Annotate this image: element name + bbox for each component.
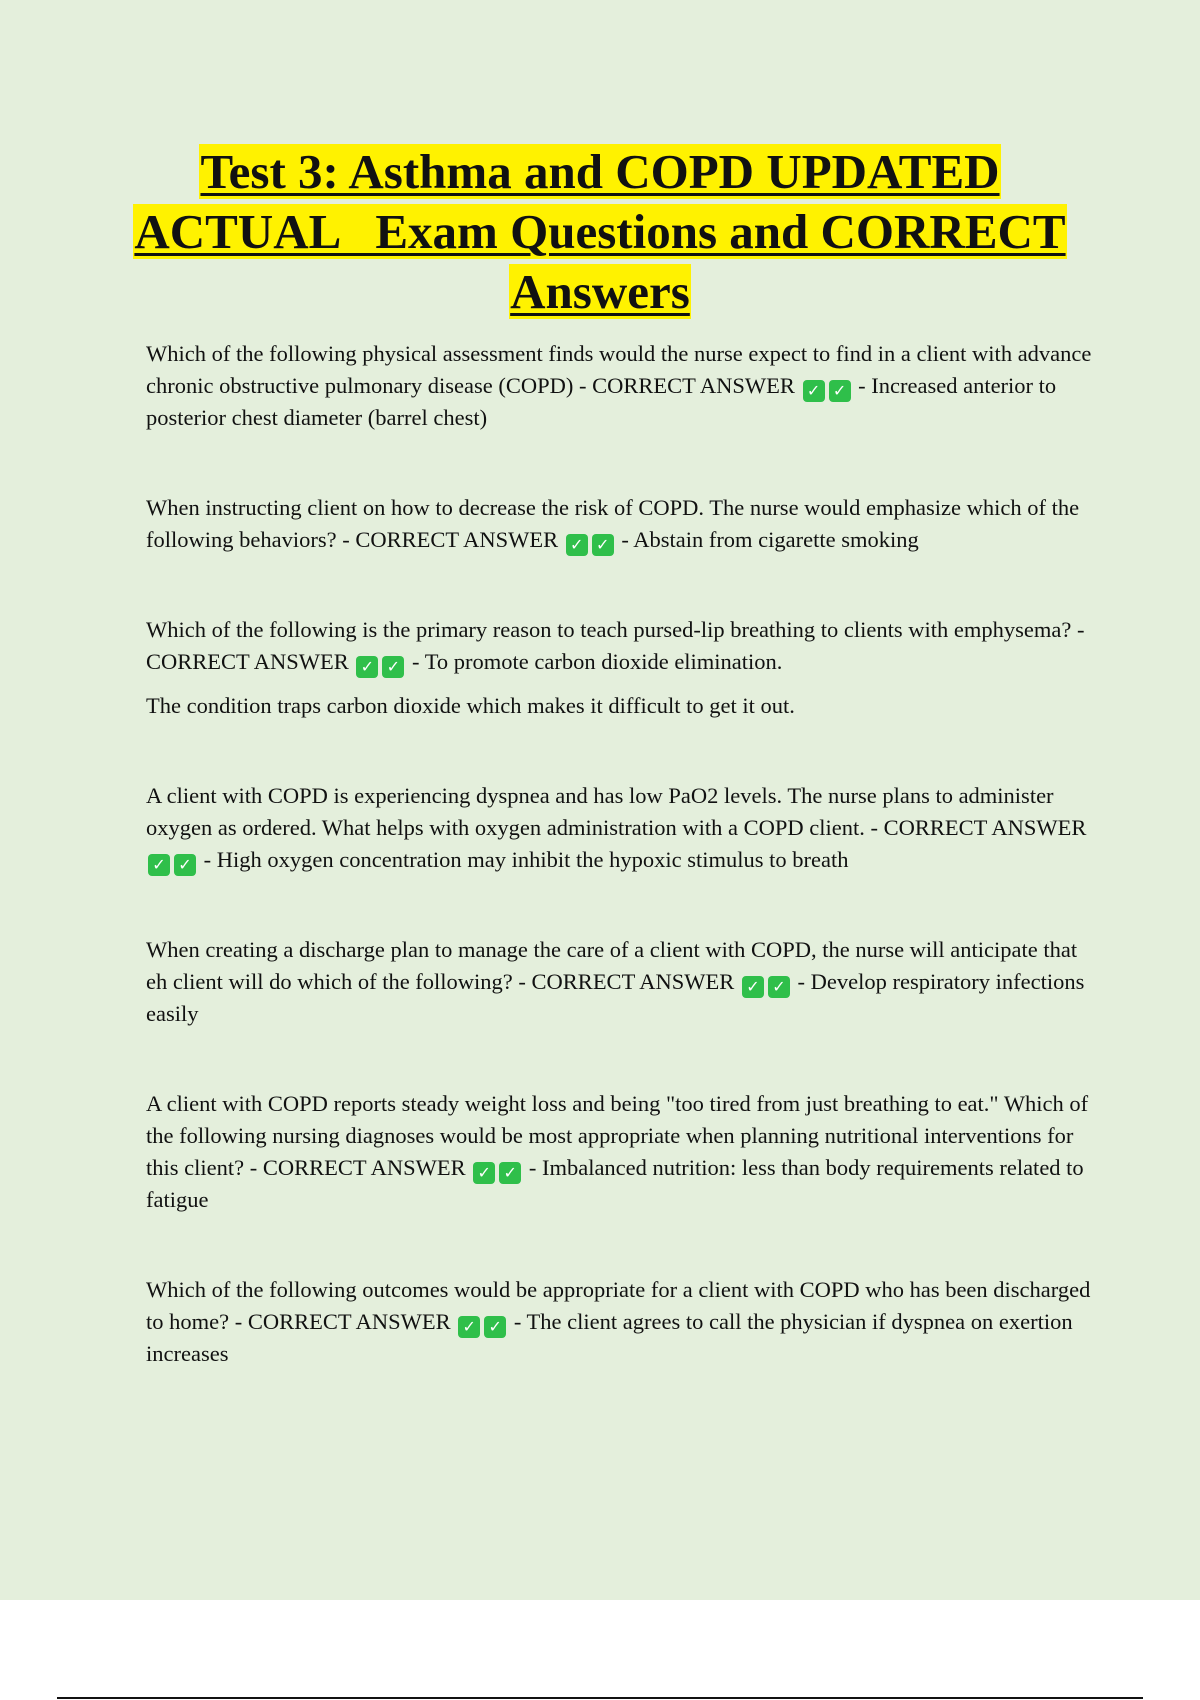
check-icon: ✓ (458, 1316, 480, 1338)
qa-item (146, 1274, 1096, 1370)
document-title (0, 142, 1200, 322)
qa-list (146, 338, 1096, 1370)
check-icon: ✓ (148, 854, 170, 876)
answer-text: - Increased anterior to posterior chest diameter (barrel chest) (146, 373, 1057, 430)
answer-marker: CORRECT ANSWER (531, 969, 735, 994)
question-text: Which of the following is the primary reason to teach pursed-lip breathing to clients with emphysema? - (146, 617, 1085, 642)
qa-item (146, 1088, 1096, 1216)
title-line-1: Test 3: Asthma and COPD UPDATED (200, 144, 1000, 199)
answer-note: The condition traps carbon dioxide which makes it difficult to get it out. (146, 693, 795, 718)
check-icon: ✓ (473, 1162, 495, 1184)
answer-marker: CORRECT ANSWER (355, 527, 559, 552)
qa-item (146, 338, 1096, 434)
question-text: Which of the following outcomes would be appropriate for a client with COPD who has been discharged to home? - (146, 1277, 1091, 1334)
answer-marker: CORRECT ANSWER (262, 1155, 466, 1180)
check-icon: ✓ (803, 380, 825, 402)
qa-item (146, 492, 1096, 556)
answer-text: - Imbalanced nutrition: less than body requirements related to fatigue (146, 1155, 1084, 1212)
page-divider (57, 1697, 1143, 1699)
question-text: A client with COPD is experiencing dyspnea and has low PaO2 levels. The nurse plans to administer oxygen as ordered. What helps with oxygen administration with a COPD client. - (146, 783, 1054, 840)
check-icon: ✓ (174, 854, 196, 876)
check-icon: ✓ (742, 976, 764, 998)
question-text: Which of the following physical assessment finds would the nurse expect to find in a client with advance chronic obstructive pulmonary disease (COPD) - (146, 341, 1092, 398)
answer-text: - Develop respiratory infections easily (146, 969, 1085, 1026)
answer-marker: CORRECT ANSWER (146, 649, 349, 674)
check-icon: ✓ (499, 1162, 521, 1184)
title-line-2: ACTUAL Exam Questions and CORRECT (134, 204, 1066, 259)
answer-text: - To promote carbon dioxide elimination. (412, 649, 783, 674)
question-text: When creating a discharge plan to manage the care of a client with COPD, the nurse will anticipate that eh client will do which of the following? - (146, 937, 1078, 994)
check-icon: ✓ (768, 976, 790, 998)
answer-marker: CORRECT ANSWER (247, 1309, 451, 1334)
question-text: A client with COPD reports steady weight loss and being "too tired from just breathing to eat." Which of the following nursing diagnoses would be most appropriate when planning nutritional interventions for this client? - (146, 1091, 1089, 1180)
answer-marker: CORRECT ANSWER (883, 815, 1087, 840)
qa-item (146, 780, 1096, 876)
check-icon: ✓ (356, 656, 378, 678)
check-icon: ✓ (592, 534, 614, 556)
answer-text: - High oxygen concentration may inhibit the hypoxic stimulus to breath (203, 847, 849, 872)
qa-item (146, 614, 1096, 678)
answer-marker: CORRECT ANSWER (592, 373, 795, 398)
check-icon: ✓ (829, 380, 851, 402)
answer-text: - The client agrees to call the physician if dyspnea on exertion increases (146, 1309, 1073, 1366)
qa-item (146, 934, 1096, 1030)
check-icon: ✓ (382, 656, 404, 678)
check-icon: ✓ (484, 1316, 506, 1338)
title-line-3: Answers (510, 264, 690, 319)
check-icon: ✓ (566, 534, 588, 556)
answer-text: - Abstain from cigarette smoking (621, 527, 919, 552)
question-text: When instructing client on how to decrease the risk of COPD. The nurse would emphasize which of the following behaviors? - (146, 495, 1080, 552)
